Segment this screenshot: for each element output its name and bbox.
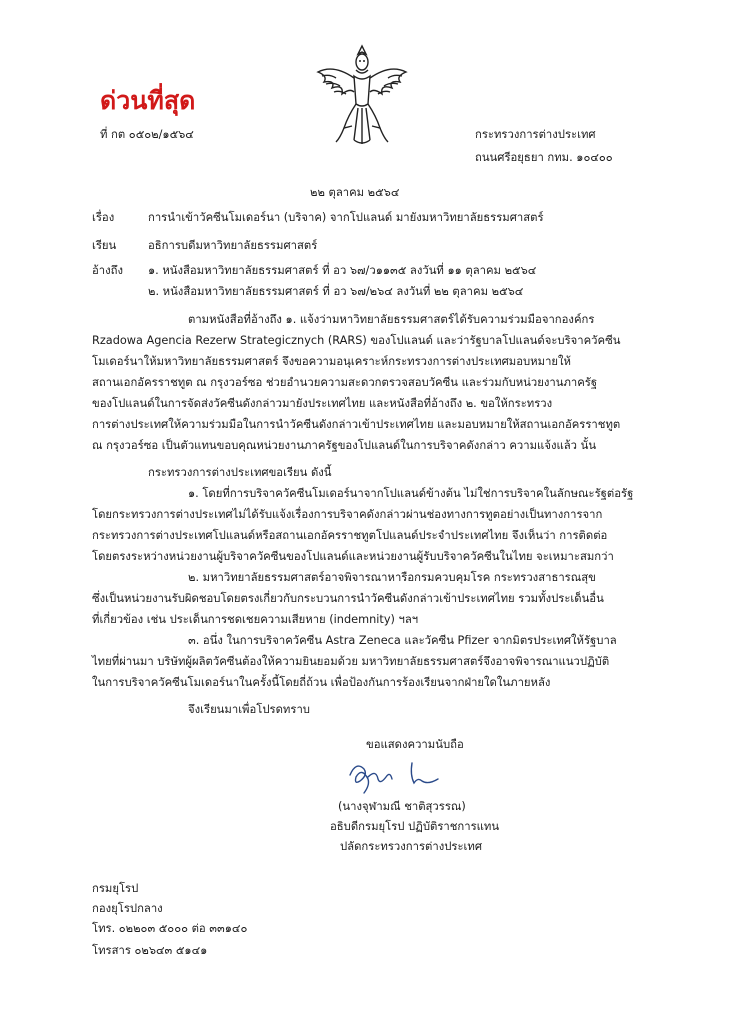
- body-line: โมเดอร์นาให้มหาวิทยาลัยธรรมศาสตร์ จึงขอความอนุเคราะห์กระทรวงการต่างประเทศมอบหมายให้: [92, 355, 571, 368]
- regards-text: ขอแสดงความนับถือ: [366, 738, 464, 751]
- body-line: ๑. โดยที่การบริจาควัคซีนโมเดอร์นาจากโปแลนด์ข้างต้น ไม่ใช่การบริจาคในลักษณะรัฐต่อรัฐ: [188, 487, 634, 500]
- signatory-title: ปลัดกระทรวงการต่างประเทศ: [340, 840, 483, 853]
- closing-line: จึงเรียนมาเพื่อโปรดทราบ: [188, 703, 310, 716]
- reference-item: ๒. หนังสือมหาวิทยาลัยธรรมศาสตร์ ที่ อว ๖๗/๒๖๔ ลงวันที่ ๒๒ ตุลาคม ๒๕๖๔: [148, 285, 524, 298]
- body-line: Rzadowa Agencia Rezerw Strategicznych (RARS) ของโปแลนด์ และว่ารัฐบาลโปแลนด์จะบริจาควัคซีน: [92, 334, 621, 347]
- body-line: ณ กรุงวอร์ซอ เป็นตัวแทนขอบคุณหน่วยงานภาครัฐของโปแลนด์ในการบริจาคดังกล่าว ความแจ้งแล้ว นั้น: [92, 439, 597, 452]
- body-line: โดยตรงระหว่างหน่วยงานผู้บริจาควัคซีนของโปแลนด์และหน่วยงานผู้รับบริจาควัคซีนในไทย จะเหมาะสมกว่า: [92, 550, 614, 563]
- footer-department: กรมยุโรป: [92, 882, 139, 895]
- sender-org: กระทรวงการต่างประเทศ: [475, 128, 596, 141]
- footer-phone: โทร. ๐๒๒๐๓ ๕๐๐๐ ต่อ ๓๓๑๔๐: [92, 922, 248, 935]
- body-line: โดยกระทรวงการต่างประเทศไม่ได้รับแจ้งเรื่องการบริจาคดังกล่าวผ่านช่องทางการทูตอย่างเป็นทางการจาก: [92, 508, 603, 521]
- recipient-text: อธิการบดีมหาวิทยาลัยธรรมศาสตร์: [148, 239, 318, 252]
- body-line: ไทยที่ผ่านมา บริษัทผู้ผลิตวัคซีนต้องให้ความยินยอมด้วย มหาวิทยาลัยธรรมศาสตร์จึงอาจพิจารณาแนวปฏิบัติ: [92, 655, 610, 668]
- recipient-label: เรียน: [92, 239, 117, 252]
- handwritten-signature-icon: [342, 755, 452, 799]
- body-line: ๓. อนึ่ง ในการบริจาควัคซีน Astra Zeneca และวัคซีน Pfizer จากมิตรประเทศให้รัฐบาล: [188, 634, 617, 647]
- body-line: ของโปแลนด์ในการจัดส่งวัคซีนดังกล่าวมายังประเทศไทย และหนังสือที่อ้างถึง ๒. ขอให้กระทรวง: [92, 397, 553, 410]
- signatory-title: อธิบดีกรมยุโรป ปฏิบัติราชการแทน: [330, 820, 500, 833]
- body-line: กระทรวงการต่างประเทศโปแลนด์หรือสถานเอกอัครราชทูตโปแลนด์ประจำประเทศไทย จึงเห็นว่า การติดต่อ: [92, 529, 608, 542]
- references-label: อ้างถึง: [92, 264, 124, 277]
- body-intro: กระทรวงการต่างประเทศขอเรียน ดังนี้: [148, 466, 332, 479]
- garuda-emblem-icon: [314, 42, 410, 146]
- subject-text: การนำเข้าวัคซีนโมเดอร์นา (บริจาค) จากโปแลนด์ มายังมหาวิทยาลัยธรรมศาสตร์: [148, 211, 544, 224]
- body-line: การต่างประเทศให้ความร่วมมือในการนำวัคซีนดังกล่าวเข้าประเทศไทย และมอบหมายให้สถานเอกอัครราชทูต: [92, 418, 621, 431]
- signatory-name: (นางจุฬามณี ชาติสุวรรณ): [338, 800, 466, 813]
- body-line: สถานเอกอัครราชทูต ณ กรุงวอร์ซอ ช่วยอำนวยความสะดวกตรวจสอบวัคซีน และร่วมกับหน่วยงานภาครัฐ: [92, 376, 598, 389]
- body-line: ที่เกี่ยวข้อง เช่น ประเด็นการชดเชยความเสียหาย (indemnity) ฯลฯ: [92, 613, 419, 626]
- footer-division: กองยุโรปกลาง: [92, 902, 163, 915]
- sender-address: ถนนศรีอยุธยา กทม. ๑๐๔๐๐: [475, 151, 613, 164]
- footer-fax: โทรสาร ๐๒๖๔๓ ๕๑๔๑: [92, 944, 208, 957]
- subject-label: เรื่อง: [92, 211, 115, 224]
- reference-number: ที่ กต ๐๕๐๒/๑๕๖๔: [100, 128, 194, 141]
- letter-date: ๒๒ ตุลาคม ๒๕๖๔: [310, 186, 400, 199]
- body-line: ซึ่งเป็นหน่วยงานรับผิดชอบโดยตรงเกี่ยวกับกระบวนการนำวัคซีนดังกล่าวเข้าประเทศไทย รวมทั้งประเด็นอื่น: [92, 592, 604, 605]
- reference-item: ๑. หนังสือมหาวิทยาลัยธรรมศาสตร์ ที่ อว ๖๗/ว๑๑๓๕ ลงวันที่ ๑๑ ตุลาคม ๒๕๖๔: [148, 264, 537, 277]
- body-line: ในการบริจาควัคซีนโมเดอร์นาในครั้งนี้โดยถี่ถ้วน เพื่อป้องกันการร้องเรียนจากฝ่ายใดในภายหลัง: [92, 676, 551, 689]
- urgency-label: ด่วนที่สุด: [100, 86, 196, 115]
- body-line: ตามหนังสือที่อ้างถึง ๑. แจ้งว่ามหาวิทยาลัยธรรมศาสตร์ได้รับความร่วมมือจากองค์กร: [188, 313, 595, 326]
- body-line: ๒. มหาวิทยาลัยธรรมศาสตร์อาจพิจารณาหารือกรมควบคุมโรค กระทรวงสาธารณสุข: [188, 571, 596, 584]
